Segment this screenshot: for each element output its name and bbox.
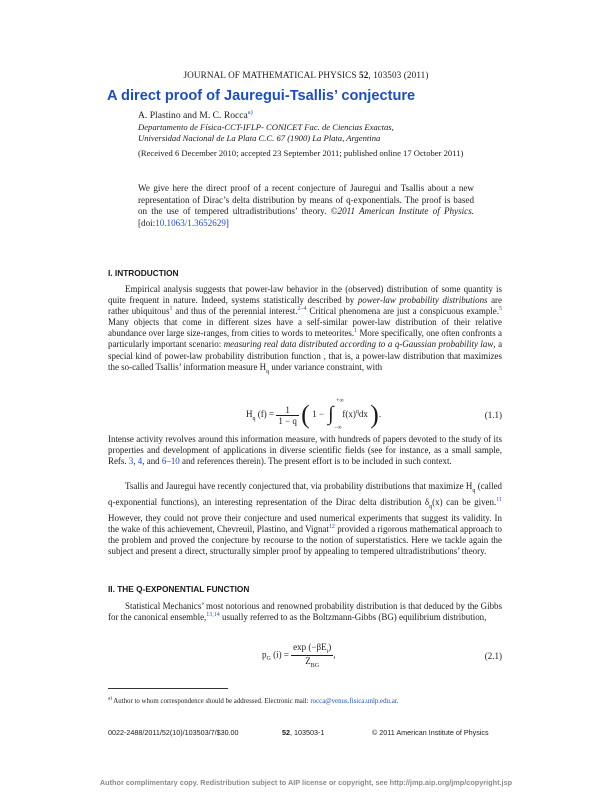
integral-sign: ∫ +∞ −∞ bbox=[328, 398, 344, 431]
section-heading-introduction: I. INTRODUCTION bbox=[108, 268, 179, 278]
doi-prefix: [doi: bbox=[138, 217, 156, 228]
authors bbox=[138, 110, 253, 121]
journal-header bbox=[0, 70, 612, 80]
eq-subscript: q bbox=[252, 415, 256, 422]
journal-volume: 52 bbox=[359, 70, 369, 80]
text: More specifically, one often confronts a particularly important scenario: bbox=[108, 328, 503, 350]
intro-paragraph-2: Intense activity revolves around this information measure, with hundreds of papers devoted to the study of its properties and development of applications in diverse scientific fields (see for instance, as a small sample, Refs. 3, 4, and 6–10 and references therein). The present effort is to be included in such context. bbox=[108, 434, 502, 467]
citation-link[interactable]: 1 bbox=[169, 306, 173, 313]
citation-link[interactable]: 2–4 bbox=[297, 306, 307, 313]
citation-link[interactable]: 1 bbox=[354, 328, 358, 335]
citation-link[interactable]: 3 bbox=[128, 456, 134, 467]
footnote-divider bbox=[108, 688, 228, 689]
text: Empirical analysis suggests that power-law behavior in the (observed) distribution of some quantity is quite frequent in nature. Indeed, systems statistically described by bbox=[108, 284, 502, 306]
footnote-email-link[interactable]: rocca@venus.fisica.unlp.edu.ar bbox=[310, 698, 397, 705]
abstract-text: We give here the direct proof of a recent conjecture of Jauregui and Tsallis about a new representation of Dirac’s delta distribution by means of q-exponentials. The proof is based on the use of tempered ultradistributions’ theory. bbox=[138, 183, 474, 217]
text: are rather ubiquitous bbox=[108, 295, 503, 317]
eq-denominator bbox=[291, 656, 333, 669]
equation-1-1: $H_q$ (f) = $\frac{1}{1 - q}$ ( 1 − ∫ +∞ −∞ $f(x)^qdx$ ). bbox=[246, 398, 382, 431]
eq-symbol: H bbox=[246, 409, 253, 420]
paper-title: A direct proof of Jauregui-Tsallis’ conjecture bbox=[107, 88, 416, 104]
footnote bbox=[108, 698, 398, 705]
affiliation-line-2: Universidad Nacional de La Plata C.C. 67 (1900) La Plata, Argentina bbox=[138, 132, 381, 143]
author-names: A. Plastino and M. C. Rocca bbox=[138, 110, 248, 121]
intro-paragraph-3 bbox=[108, 481, 502, 557]
citation-link[interactable]: 12 bbox=[328, 523, 335, 530]
text: (called q-exponential functions), an interesting representation of the Dirac delta distribution δ bbox=[108, 481, 502, 507]
eq-numerator: 1 bbox=[276, 405, 299, 416]
equation-number-1-1: (1.1) bbox=[484, 410, 502, 420]
citation-link[interactable]: 5 bbox=[499, 306, 502, 313]
subscript: q bbox=[472, 487, 476, 494]
integral-upper-limit: +∞ bbox=[336, 398, 344, 404]
eq-text: exp (−βE bbox=[293, 642, 327, 652]
text: usually referred to as the Boltzmann-Gibbs (BG) equilibrium distribution, bbox=[222, 612, 487, 623]
eq-text: (f) = bbox=[257, 409, 275, 420]
eq-right-paren: ) bbox=[370, 400, 379, 429]
text: Many objects that come in different sizes have a self-similar power-law distribution of their relative abundance over large size-ranges, from cities to words to meteorites. bbox=[108, 317, 502, 339]
eq-text: 1 − bbox=[312, 409, 324, 420]
subscript: q bbox=[266, 368, 270, 375]
equation-2-1 bbox=[262, 642, 336, 669]
abstract bbox=[138, 183, 474, 229]
citation-link[interactable]: 4 bbox=[137, 456, 143, 467]
eq-symbol: p bbox=[262, 649, 267, 660]
doi-suffix: ] bbox=[225, 217, 229, 228]
text: (x) can be given. bbox=[432, 496, 497, 507]
section-heading-q-exponential: II. THE Q-EXPONENTIAL FUNCTION bbox=[108, 584, 250, 594]
footnote-text: Author to whom correspondence should be addressed. Electronic mail: bbox=[113, 698, 309, 705]
eq-numerator bbox=[291, 642, 333, 656]
eq-text: , bbox=[333, 649, 336, 660]
eq-denominator: 1 − q bbox=[278, 415, 297, 426]
eq-subscript: BG bbox=[310, 662, 320, 669]
text: under variance constraint, with bbox=[271, 361, 383, 372]
emphasis: power-law probability distributions bbox=[357, 295, 488, 306]
footer-volume: 52 bbox=[282, 728, 290, 737]
integral-lower-limit: −∞ bbox=[334, 425, 342, 431]
footer-code: 0022-2488/2011/52(10)/103503/7/$30.00 bbox=[108, 728, 239, 737]
footnote-end: . bbox=[396, 698, 399, 705]
eq-fraction bbox=[291, 642, 336, 669]
text: and references therein). The present effort is to be included in such context. bbox=[181, 456, 452, 467]
eq-subscript: i bbox=[326, 648, 329, 655]
text: Tsallis and Jauregui have recently conjectured that, via probability distributions that maximize H bbox=[125, 481, 473, 491]
text: Critical phenomena are just a conspicuous example. bbox=[309, 306, 499, 317]
author-footnote-mark[interactable]: a) bbox=[247, 108, 253, 116]
received-dates: (Received 6 December 2010; accepted 23 September 2011; published online 17 October 2011) bbox=[138, 148, 464, 158]
subscript: q bbox=[429, 503, 433, 510]
text: , a special kind of power-law probability distribution function , that is, a power-law distribution that maximizes the so-called Tsallis’ information measure H bbox=[108, 339, 503, 372]
footer-page bbox=[282, 728, 324, 737]
eq-text: f(x) bbox=[342, 409, 356, 420]
text: and bbox=[146, 456, 160, 467]
citation-link[interactable]: 6–10 bbox=[161, 456, 180, 467]
abstract-copyright: ©2011 American Institute of Physics. bbox=[330, 206, 475, 217]
footnote-mark: a) bbox=[108, 696, 112, 702]
citation-link[interactable]: 13,14 bbox=[206, 612, 220, 619]
copyright-notice: Author complimentary copy. Redistribution subject to AIP license or copyright, see http://jmp.aip.org/jmp/copyright.jsp bbox=[99, 778, 513, 787]
footer-page-number: , 103503-1 bbox=[290, 728, 325, 737]
eq-text: Z bbox=[305, 655, 311, 666]
qexp-paragraph-1 bbox=[108, 601, 502, 623]
text: Intense activity revolves around this information measure, with hundreds of papers devoted to the study of its properties and development of applications in diverse scientific fields (see for instance, as a small sample, Refs. bbox=[108, 434, 502, 467]
text: Statistical Mechanics’ most notorious and renowned probability distribution is that deduced by the Gibbs for the canonical ensemble, bbox=[108, 601, 502, 623]
equation-number-2-1: (2.1) bbox=[484, 651, 502, 661]
eq-text: (i) = bbox=[273, 649, 289, 660]
eq-superscript: q bbox=[355, 409, 359, 416]
eq-subscript: G bbox=[266, 656, 271, 663]
eq-fraction bbox=[276, 405, 299, 426]
footer-copyright: © 2011 American Institute of Physics bbox=[372, 728, 489, 737]
text: provided a rigorous mathematical approach to the problem and proved the conjecture by recourse to the notion of superstatistics. Here we tackle again the subject and present a direct, structurally simpler proof by appealing to tempered ultradistributions’ theory. bbox=[108, 523, 503, 557]
affiliation-line-1: Departamento de Física-CCT-IFLP- CONICET Fac. de Ciencias Exactas, bbox=[138, 122, 394, 132]
intro-paragraph-1 bbox=[108, 284, 502, 378]
eq-text: dx bbox=[358, 409, 368, 420]
text: and thus of the perennial interest. bbox=[175, 306, 298, 317]
emphasis: measuring real data distributed according to a q-Gaussian probability law bbox=[223, 339, 494, 350]
eq-left-paren: ( bbox=[301, 400, 310, 429]
citation-link[interactable]: 11 bbox=[496, 496, 502, 503]
text: However, they could not prove their conjecture and used numerical experiments that suggest its validity. In the wake of this achievement, Chevreuil, Plastino, and Vignat bbox=[108, 512, 502, 534]
journal-article: , 103503 (2011) bbox=[368, 70, 429, 80]
journal-name: JOURNAL OF MATHEMATICAL PHYSICS bbox=[183, 70, 357, 80]
doi-link[interactable]: 10.1063/1.3652629 bbox=[155, 217, 226, 228]
eq-text: ) bbox=[328, 642, 332, 652]
affiliation bbox=[138, 122, 468, 143]
